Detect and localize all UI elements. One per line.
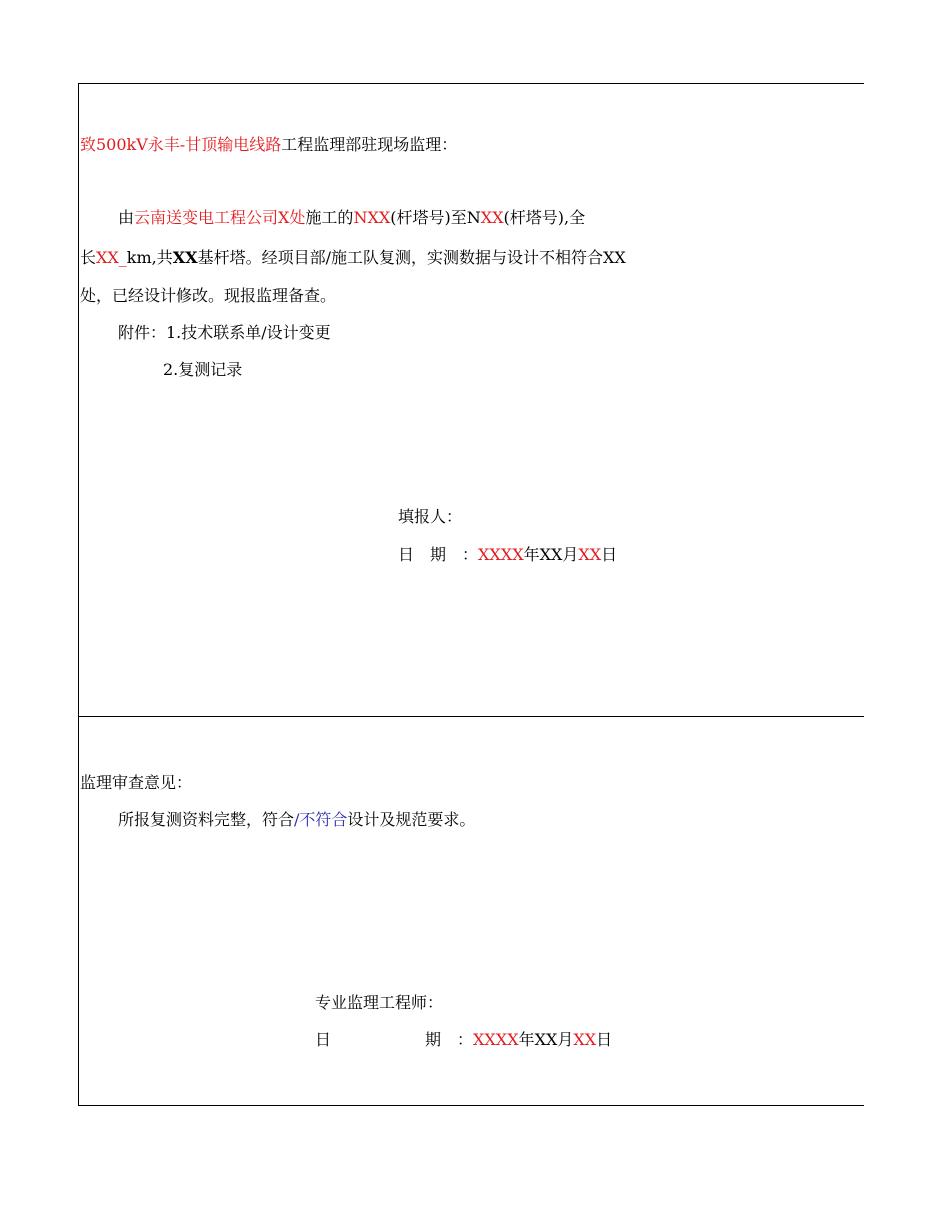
project-name: 致500kV永丰-甘顶输电线路 [80,135,282,154]
tower-start: NXX [353,208,391,227]
addressee-line [80,135,457,155]
addressee-suffix: 工程监理部驻现场监理： [281,135,458,154]
engineer-date-left: 日 [315,1030,332,1049]
body-line-3: 处，已经设计修改。现报监理备查。 [80,286,337,305]
attachment-2: 2.复测记录 [163,360,243,379]
body-text: 由 [118,208,135,227]
review-opinion [118,810,475,830]
tower-count: XX [172,248,198,267]
reporter-label: 填报人： [398,507,463,526]
date-month: 年XX月 [518,1030,574,1049]
body-text: (杆塔号),全 [503,208,586,227]
body-text: 基杆塔。经项目部/施工队复测，实测数据与设计不相符合XX [197,248,626,267]
date-day: XX [578,545,602,564]
line-length: XX_ [96,248,127,267]
body-line-1 [118,208,585,228]
date-day-suffix: 日 [601,545,618,564]
date-label: 期 ： [425,1030,474,1049]
opinion-text: 设计及规范要求。 [347,810,476,829]
date-month: 年XX月 [523,545,579,564]
opinion-noncompliant: 不符合 [299,810,348,829]
report-date [398,545,617,565]
review-title: 监理审查意见： [80,773,193,792]
body-text: 施工的 [305,208,354,227]
body-text: km,共 [126,248,173,267]
attachment-1: 附件：1.技术联系单/设计变更 [118,323,331,342]
date-year: XXXX [473,1030,519,1049]
date-label: 日 期 ： [398,545,479,564]
date-day-suffix: 日 [596,1030,613,1049]
date-day: XX [573,1030,597,1049]
body-line-2 [80,248,626,268]
opinion-text: 所报复测资料完整，符合 [118,810,295,829]
engineer-label: 专业监理工程师： [315,993,444,1012]
report-section [78,83,864,717]
body-text: (杆塔号)至N [390,208,481,227]
tower-end: XX [480,208,504,227]
company-name: 云南送变电工程公司X处 [134,208,306,227]
body-text: 长 [80,248,97,267]
engineer-date [425,1030,612,1050]
date-year: XXXX [478,545,524,564]
opinion-slash: / [294,810,300,829]
